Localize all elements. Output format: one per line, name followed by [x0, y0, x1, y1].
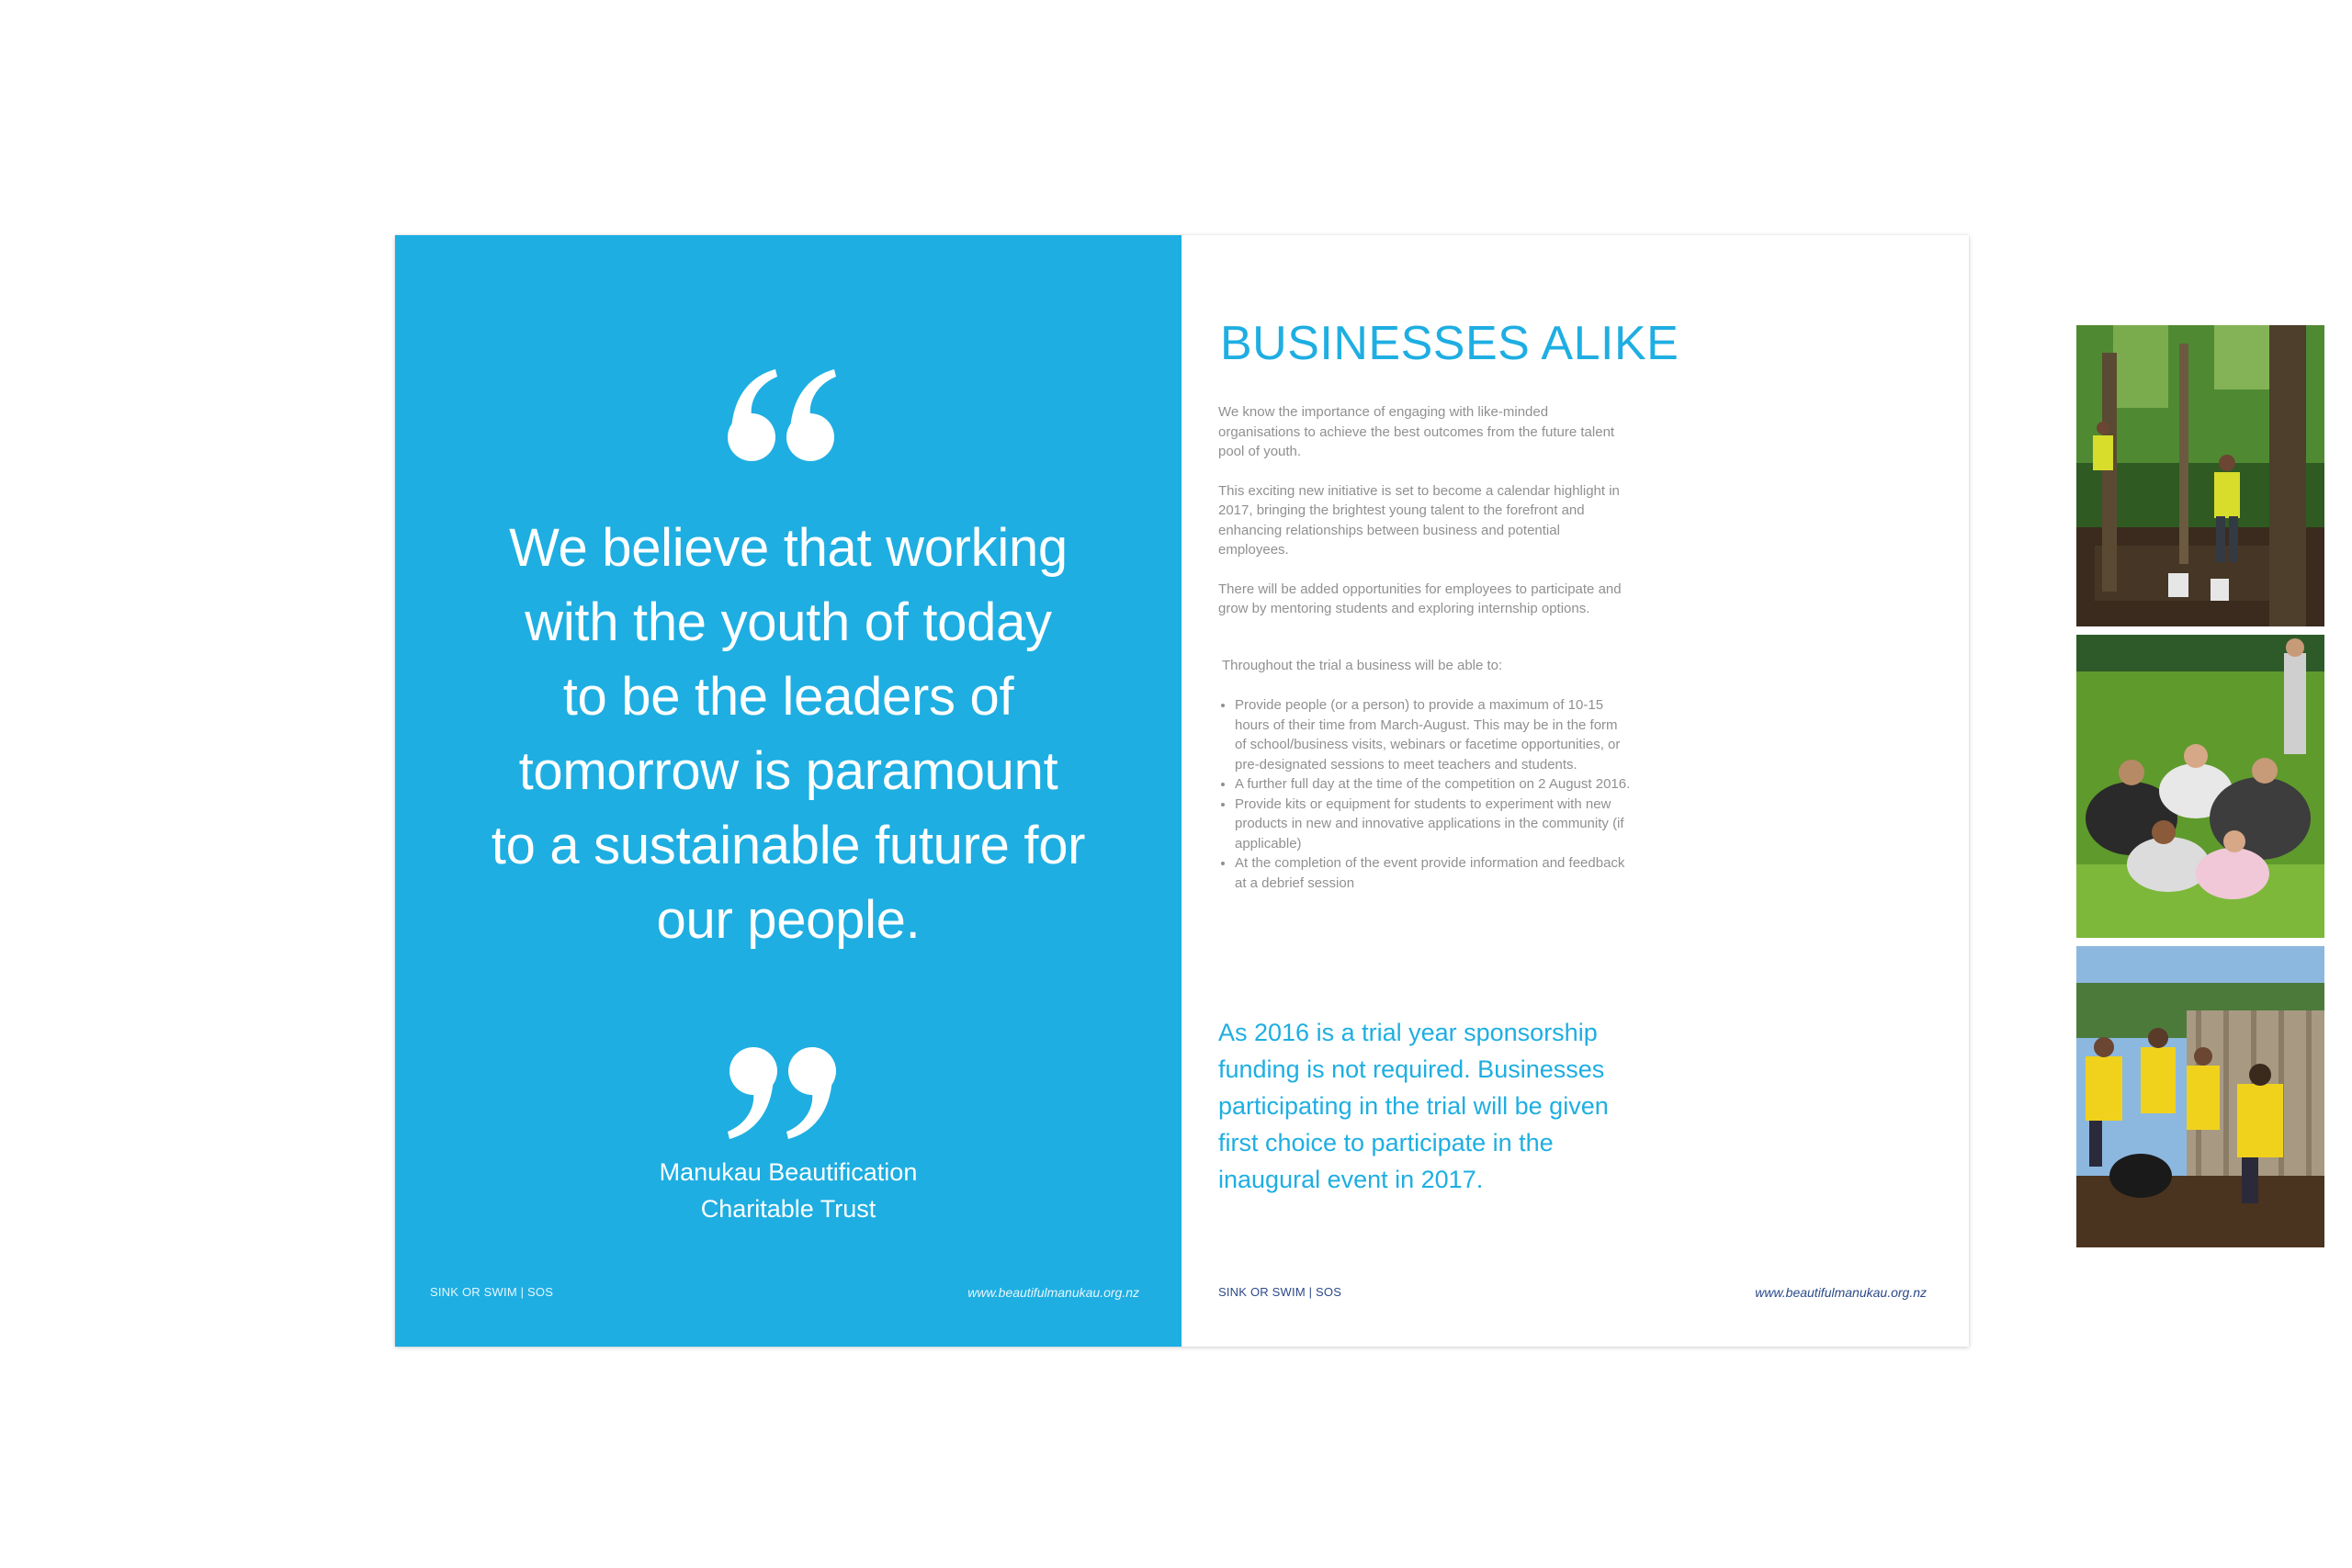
quote-line: to a sustainable future for [491, 816, 1086, 875]
benefits-list [1218, 695, 1632, 893]
list-item: • At the completion of the event provide information and feedback at a debrief session [1235, 853, 1632, 893]
right-page-content [1182, 235, 1969, 1347]
body-text-column [1218, 402, 1632, 893]
footer-website-url[interactable]: www.beautifulmanukau.org.nz [1755, 1285, 1927, 1300]
list-item: • Provide people (or a person) to provide a maximum of 10-15 hours of their time from March-August. This may be in the form of school/business visits, webinars or facetime opportunities, or pre-designated sessions to meet teachers and students. [1235, 695, 1632, 774]
quote-line: to be the leaders of [562, 667, 1014, 727]
quote-line: with the youth of today [525, 592, 1052, 652]
closing-quote-icon [726, 1043, 838, 1145]
pull-quote [448, 511, 1128, 957]
photo-students-on-grass [2076, 635, 2324, 938]
quote-line: We believe that working [509, 518, 1068, 578]
attribution-line: Charitable Trust [700, 1195, 876, 1223]
list-item: • A further full day at the time of the competition on 2 August 2016. [1235, 774, 1632, 795]
page-heading: BUSINESSES ALIKE [1220, 317, 1679, 370]
brochure-spread [395, 235, 1969, 1347]
footer-publication-name: SINK OR SWIM | SOS [1218, 1285, 1342, 1299]
quote-attribution [579, 1154, 998, 1227]
body-paragraph: We know the importance of engaging with like-minded organisations to achieve the best outcomes from the future talent pool of youth. [1218, 404, 1615, 459]
footer-website-url[interactable]: www.beautifulmanukau.org.nz [967, 1285, 1139, 1300]
opening-quote-icon [726, 364, 838, 465]
body-paragraph: This exciting new initiative is set to become a calendar highlight in 2017, bringing the brightest young talent to the forefront and enhancing relationships between business and potential employees. [1218, 482, 1620, 558]
sponsorship-highlight: As 2016 is a trial year sponsorship funding is not required. Businesses participating in the trial will be given first choice to participate in the inaugural event in 2017. [1218, 1019, 1609, 1193]
footer-publication-name: SINK OR SWIM | SOS [430, 1285, 554, 1299]
body-paragraph: There will be added opportunities for employees to participate and grow by mentoring students and exploring internship options. [1218, 581, 1622, 616]
photo-volunteers-cleaning-fence [2076, 946, 2324, 1247]
left-page-quote-panel [395, 235, 1182, 1347]
photo-forest-volunteers [2076, 325, 2324, 626]
attribution-line: Manukau Beautification [659, 1158, 918, 1186]
quote-line: tomorrow is paramount [518, 741, 1058, 801]
list-intro: Throughout the trial a business will be able to: [1222, 657, 1503, 673]
quote-line: our people. [656, 890, 921, 950]
list-item: • Provide kits or equipment for students to experiment with new products in new and innovative applications in the community (if applicable) [1235, 795, 1632, 854]
